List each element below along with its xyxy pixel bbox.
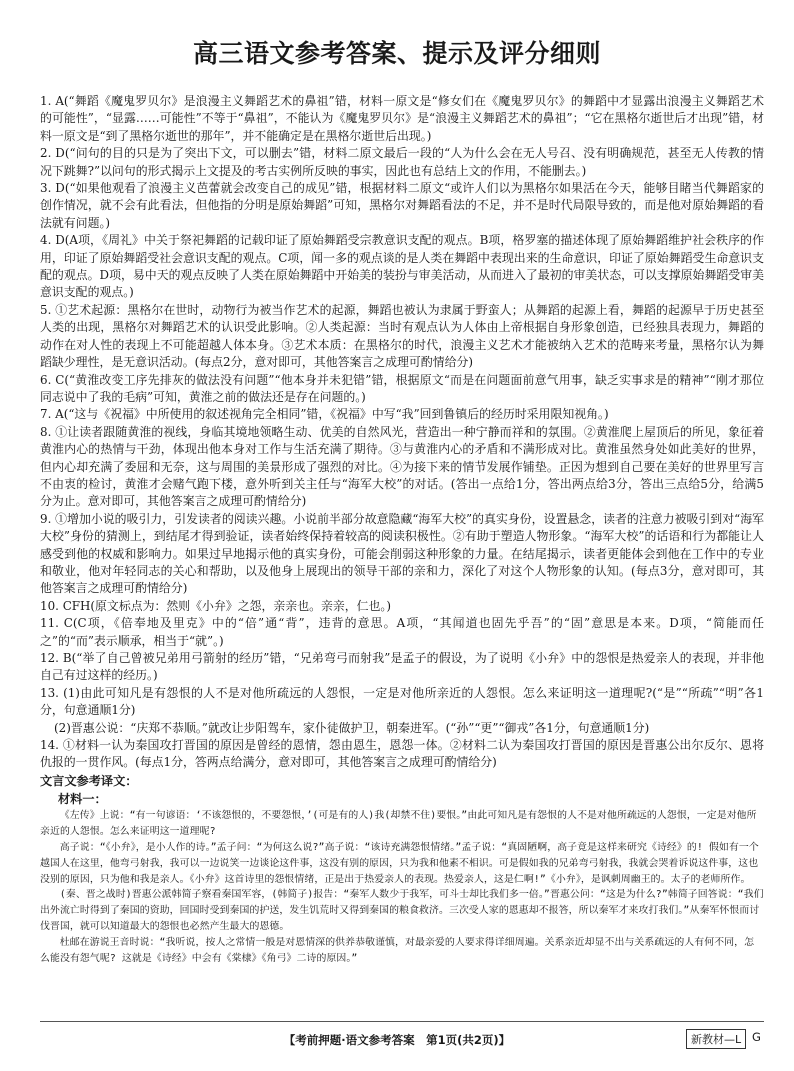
- answer-6: 6. C(“黄淮改变工序先排灰的做法没有问题”“他本身并未犯错”错，根据原文“而是在问题面前意气用事，缺乏实事求是的精神”“刚才那位同志说中了我的毛病”可知，黄淮之前的做法还是存在问题的。): [40, 372, 764, 404]
- answer-9: 9. ①增加小说的吸引力，引发读者的阅读兴趣。小说前半部分故意隐藏“海军大校”的真实身份，设置悬念，读者的注意力被吸引到对“海军大校”身份的猜测上，到结尾才得到验证，读者始终保持着较高的阅读积极性。②有助于塑造人物形象。“海军大校”的话语和行为都能让人感受到他的权威和影响力。如果过早地揭示他的真实身份，可能会削弱这种形象的力量。在结尾揭示，读者更能体会到他在工作中的专业和敬业，他对年轻同志的关心和帮助，以及他身上展现出的领导干部的亲和力，深化了对这个人物形象的认知。(每点3分，意对即可，其他答案言之成理可酌情给分): [40, 511, 764, 596]
- translation-paragraph-1: 《左传》上说：“有一句谚语：‘不该怨恨的，不要怨恨，’(可是有的人)我(却禁不住)要恨。”由此可知凡是有怨恨的人不是对他所疏远的人怨恨，一定是对他所亲近的人怨恨。怎么来证明这一道理呢?: [40, 810, 757, 838]
- answer-13-2: (2)晋惠公说：“庆郑不恭顺。”就改让步阳驾车，家仆徒做护卫，朝秦进军。(“孙”“更”“御戎”各1分，句意通顺1分): [54, 720, 650, 735]
- material-heading: 材料一：: [58, 791, 107, 806]
- translation-paragraph-3: (秦、晋之战时)晋惠公派韩简子察看秦国军容，(韩简子)报告：“秦军人数少于我军，可斗士却比我们多一倍。”晋惠公问：“这是为什么?”韩简子回答说：“我们出外流亡时得到了秦国的资助，回国时受到秦国的护送，发生饥荒时又得到秦国的粮食救济。三次受人家的恩惠却不报答，所以秦军才来攻打我们。”从秦军怀恨而讨伐晋国，就可以知道最大的怨恨也必然产生最大的恩德。: [40, 889, 764, 933]
- translation-heading: 文言文参考译文：: [40, 773, 138, 788]
- translation-paragraph-4: 杜邮在游说王音时说：“我听说，按人之常情一般是对恩情深的供养恭敬谨慎，对最亲爱的人要求得详细周遍。关系亲近却显不出与关系疏远的人有何不同，怎么能没有怨气呢? 这就是《诗经》中会有《棠棣》《角弓》二诗的原因。”: [40, 936, 755, 964]
- answer-5: 5. ①艺术起源：黑格尔在世时，动物行为被当作艺术的起源，舞蹈也被认为隶属于野蛮人；从舞蹈的起源上看，舞蹈的起源早于历史甚至人类的出现，黑格尔对舞蹈艺术的认识受此影响。②人类起源：当时有观点认为人体由上帝根据自身形象创造，已经独具表现力，舞蹈的动作在对人性的表现上不可能超越人体本身。③艺术本质：在黑格尔的时代，浪漫主义艺术才能被纳入艺术的范畴来考量，黑格尔认为舞蹈缺少理性，是无意识活动。(每点2分，意对即可，其他答案言之成理可酌情给分): [40, 302, 764, 370]
- page-footer: 【考前押题·语文参考答案 第1页(共2页)】: [283, 1033, 511, 1047]
- answer-content: [40, 93, 764, 966]
- answer-11: 11. C(C项，《倍奉地及里克》中的“倍”通“背”，违背的意思。A项，“其闻道也固先乎吾”的“固”意思是本来。D项，“简能而任之”的“而”表示顺承，相当于“就”。): [40, 616, 764, 648]
- answer-8: 8. ①让读者跟随黄淮的视线，身临其境地领略生动、优美的自然风光，营造出一种宁静而祥和的氛围。②黄淮爬上屋顶后的所见，象征着黄淮内心的热情与干劲，体现出他本身对工作与生活充满了期待。③与黄淮内心的矛盾和不满形成对比。黄淮虽然身处如此美好的世界，但内心却充满了委屈和无奈，这与周围的美景形成了强烈的对比。④为接下来的情节发展作铺垫。正因为想到自己要在美好的世界里写言不由衷的检讨，黄淮才会赌气跑下楼，意外听到关主任与“海军大校”的对话。(答出一点给1分，答出两点给3分，答出三点给5分，给满5分为止。意对即可，其他答案言之成理可酌情给分): [40, 424, 764, 509]
- page-title: 高三语文参考答案、提示及评分细则: [192, 39, 601, 68]
- answer-10: 10. CFH(原文标点为：然则《小弁》之怨，亲亲也。亲亲，仁也。): [40, 598, 392, 613]
- version-letter: G: [752, 1030, 761, 1044]
- answer-1: 1. A(“舞蹈《魔鬼罗贝尔》是浪漫主义舞蹈艺术的鼻祖”错，材料一原文是“修女们在《魔鬼罗贝尔》的舞蹈中才显露出浪漫主义舞蹈艺术的可能性”，“显露……可能性”不等于“鼻祖”，不能认为《魔鬼罗贝尔》是“浪漫主义舞蹈艺术的鼻祖”；“它在黑格尔逝世后才出现”错，材料一原文是“到了黑格尔逝世的那年”，并不能确定是在黑格尔逝世后出现。): [40, 94, 764, 143]
- translation-paragraph-2: 高子说：“《小弁》，是小人作的诗。”孟子问：“为何这么说?”高子说：“该诗充满怨恨情绪。”孟子说：“真固陋啊，高子竟是这样来研究《诗经》的! 假如有一个越国人在这里，他弯弓射我，我可以一边说笑一边谈论这件事，这没有别的原因，只为我和他素不相识。可是假如我的兄弟弯弓射我，我就会哭着诉说这件事，这也没别的原因，只为他和我是亲人。《小弁》这首诗里的怨恨情绪，正是出于热爱亲人的表现。热爱亲人，这是仁啊!”《小弁》，是讽刺周幽王的。太子的老师所作。: [40, 842, 759, 885]
- footer-divider: [40, 1021, 764, 1022]
- answer-7: 7. A(“这与《祝福》中所使用的叙述视角完全相同”错，《祝福》中写“我”回到鲁镇后的经历时采用限知视角。): [40, 407, 609, 422]
- answer-2: 2. D(“问句的目的只是为了突出下文，可以删去”错，材料二原文最后一段的“人为什么会在无人号召、没有明确规范，甚至无人传教的情况下跳舞?”以问句的形式揭示上文提及的考古实例所反映的事实，因此也有总结上文的作用，不能删去。): [40, 146, 764, 178]
- edition-tag: 新教材—L: [686, 1029, 746, 1049]
- answer-14: 14. ①材料一认为秦国攻打晋国的原因是曾经的恩情，怨由恩生，恩怨一体。②材料二认为秦国攻打晋国的原因是晋惠公出尔反尔、恩将仇报的一贯作风。(每点1分，答两点给满分，意对即可，其他答案言之成理可酌情给分): [40, 738, 764, 770]
- answer-12: 12. B(“举了自己曾被兄弟用弓箭射的经历”错，“兄弟弯弓而射我”是孟子的假设，为了说明《小弁》中的怨恨是热爱亲人的表现，并非他自己有过这样的经历。): [40, 651, 764, 683]
- answer-3: 3. D(“如果他观看了浪漫主义芭蕾就会改变自己的成见”错，根据材料二原文“或许人们以为黑格尔如果活在今天，能够目睹当代舞蹈家的创作情况，就不会有此看法，但他指的分明是原始舞蹈”可知，黑格尔对舞蹈看法的不足，并不是时代局限导致的，而是他对原始舞蹈的看法就有问题。): [40, 181, 764, 230]
- answer-13-1: 13. (1)由此可知凡是有怨恨的人不是对他所疏远的人怨恨，一定是对他所亲近的人怨恨。怎么来证明这一道理呢?(“是”“所疏”“明”各1分，句意通顺1分): [40, 685, 764, 718]
- answer-4: 4. D(A项，《周礼》中关于祭祀舞蹈的记载印证了原始舞蹈受宗教意识支配的观点。B项，格罗塞的描述体现了原始舞蹈维护社会秩序的作用，印证了原始舞蹈受社会意识支配的观点。C项，闻一多的观点谈的是人类在舞蹈中表现出来的生命意识，印证了原始舞蹈受生命意识支配的观点。D项，易中天的观点反映了人类在原始舞蹈中开始美的装扮与审美活动，从而进入了最初的审美状态，可以支撑原始舞蹈受审美意识支配的观点。): [40, 233, 764, 300]
